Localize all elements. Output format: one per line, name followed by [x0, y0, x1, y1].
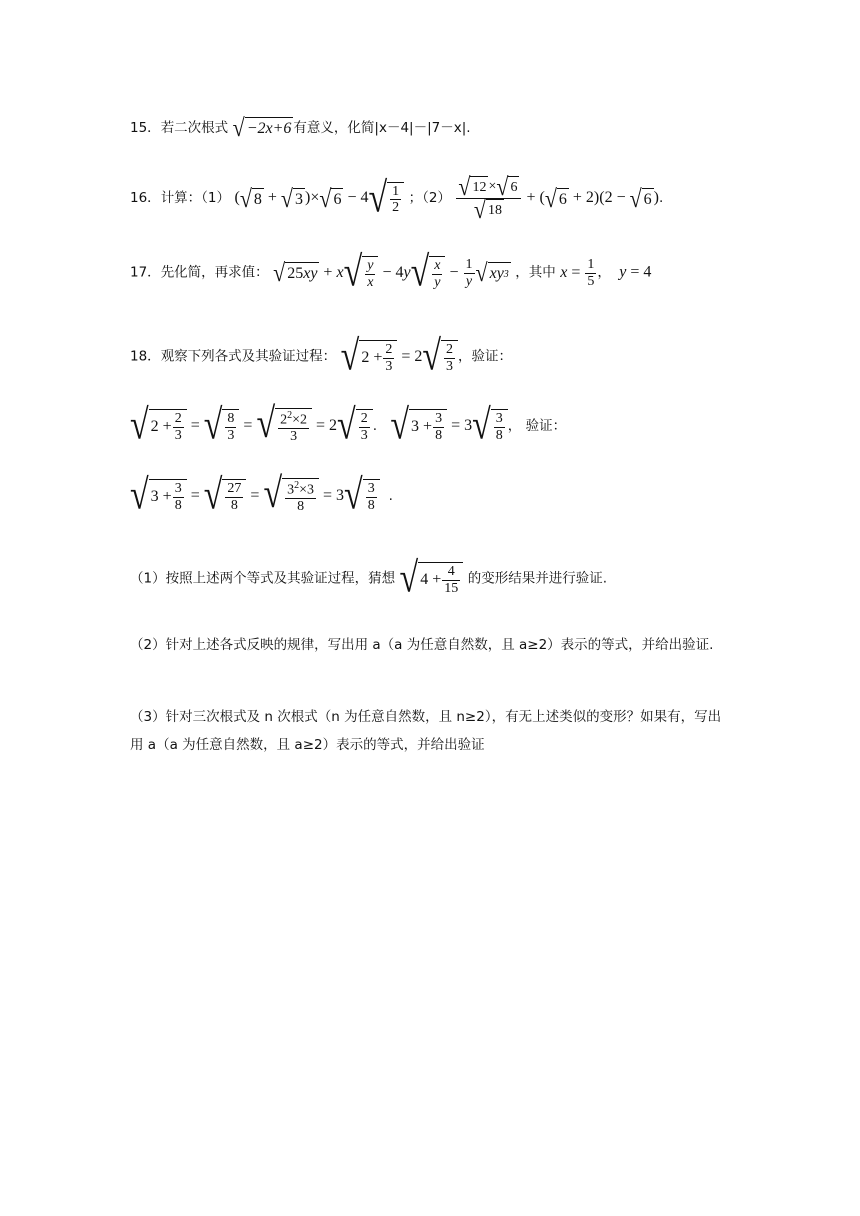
expression: √ 25 xy + x √ $\frac{y}{x}$ − 4y √ $\frac{x}{y}$ − $\frac{1}{y}$ √ xy 3 [273, 249, 509, 296]
verification-2: √ 3 + $\frac{3}{8}$ = √ $\frac{27}{8}$ = √ $\frac{3^2\times 3}{8}$ = 3 √ $\frac{3}{8}$ [130, 487, 380, 504]
guess-expression: √ 4 + $\frac{4}{15}$ [400, 570, 464, 587]
question-text: 计算：（1） [160, 190, 231, 207]
question-text: ；（2） [408, 190, 451, 207]
question-number: 15． [130, 120, 161, 136]
question-text: 若二次根式 [160, 120, 229, 136]
question-text: 观察下列各式及其验证过程： [160, 348, 337, 365]
question-number: 18． [130, 348, 161, 365]
expression-part-2: √ 12 × √ 6 √ 18 + ( √ 6 + 2)(2 − √ 6 ) [458, 172, 659, 224]
radical-expression: √ −2x+6 [232, 113, 292, 142]
question-15 [130, 113, 471, 142]
given-values: x = $\frac{1}{5}$ [560, 257, 595, 289]
question-number: 17． [130, 264, 161, 281]
question-18: 18．观察下列各式及其验证过程： √ 2 + $\frac{2}{3}$ = 2 √ $\frac{2}{3}$ ，验证： [130, 333, 513, 380]
question-number: 16． [130, 190, 161, 207]
question-text: 有意义，化简|x－4|－|7－x|. [293, 120, 471, 136]
sub-question-3: （3）针对三次根式及 n 次根式（n 为任意自然数，且 n≥2），有无上述类似的变形？如果有，写出用 a（a 为任意自然数，且 a≥2）表示的等式，并给出验证 [130, 709, 722, 753]
sub-question-1: （1）按照上述两个等式及其验证过程，猜想 √ 4 + $\frac{4}{15}$ 的变形结果并进行验证. [130, 555, 607, 602]
equation-2: √ 3 + $\frac{3}{8}$ = 3 √ $\frac{3}{8}$ [390, 417, 507, 434]
question-16: 16．计算：（1） ( √ 8 + √ 3 )× √ 6 − 4 √ $\frac{1}{2}$ ；（2） √ 12 × √ 6 √ 18 + ( √ 6 + 2)(2 − √ 6 ). [130, 172, 664, 224]
expression-part-1: ( √ 8 + √ 3 )× √ 6 − 4 √ $\frac{1}{2}$ [234, 189, 404, 206]
question-text: 先化简，再求值： [160, 264, 269, 281]
verification-1: √ 2 + $\frac{2}{3}$ = √ $\frac{8}{3}$ = √ $\frac{2^2\times 2}{3}$ = 2 √ $\frac{2}{3}$ [130, 417, 373, 434]
verification-line-1: √ 2 + $\frac{2}{3}$ = √ $\frac{8}{3}$ = √ $\frac{2^2\times 2}{3}$ = 2 √ $\frac{2}{3}$ . √ 3 + $\frac{3}{8}$ = 3 √ $\frac{3}{8}$ ， 验证： [130, 400, 567, 449]
sub-question-2: （2）针对上述各式反映的规律，写出用 a（a 为任意自然数，且 a≥2）表示的等式，并给出验证. [130, 637, 714, 653]
verification-line-2: √ 3 + $\frac{3}{8}$ = √ $\frac{27}{8}$ = √ $\frac{3^2\times 3}{8}$ = 3 √ $\frac{3}{8}$ . [130, 470, 393, 519]
question-17: 17．先化简，再求值： √ 25 xy + x √ $\frac{y}{x}$ − 4y √ $\frac{x}{y}$ − $\frac{1}{y}$ √ xy 3 ，其中 x = $\frac{1}{5}$ ， y = 4 [130, 249, 652, 296]
equation-1: √ 2 + $\frac{2}{3}$ = 2 √ $\frac{2}{3}$ [341, 348, 458, 365]
